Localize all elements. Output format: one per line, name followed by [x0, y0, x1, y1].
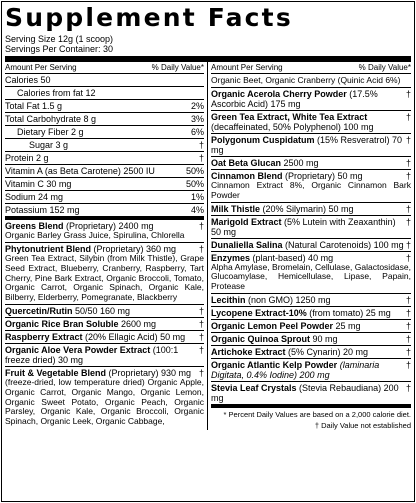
ingredient-amount: (Natural Carotenoids) 100 mg — [282, 239, 404, 250]
ingredient-amount: 25 mg — [333, 320, 361, 331]
row-dv: † — [198, 331, 204, 342]
right-column-header — [211, 62, 411, 74]
nutrient-row: Sugar 3 g — [29, 140, 69, 151]
supplement-facts-panel — [1, 1, 415, 502]
ingredient-row — [211, 333, 411, 346]
ingredient-name: Marigold Extract — [211, 216, 282, 227]
row-dv: † — [405, 170, 411, 181]
row-dv: † — [405, 382, 411, 393]
ingredient-name: Stevia Leaf Crystals — [211, 382, 297, 393]
row-dv: † — [405, 359, 411, 370]
servings-per-container: Servings Per Container: 30 — [5, 44, 114, 54]
ingredient-row — [211, 239, 411, 252]
row-dv: † — [198, 221, 204, 232]
row-dv: † — [198, 243, 204, 254]
ingredient-amount: (plant-based) 40 mg — [250, 252, 334, 263]
ingredient-name: Artichoke Extract — [211, 346, 286, 357]
ingredient-amount: 90 mg — [310, 333, 338, 344]
nutrient-row: Vitamin C 30 mg — [5, 179, 72, 190]
ingredient-amount: 2500 mg — [281, 157, 319, 168]
ingredient-amount: (5% Cynarin) 20 mg — [285, 346, 369, 357]
nutrient-row: Calories from fat 12 — [17, 88, 96, 99]
ingredient-description: Organic Beet, Organic Cranberry (Quinic Acid 6%) — [211, 75, 401, 86]
dv-header: % Daily Value* — [151, 63, 204, 72]
ingredient-row — [211, 111, 411, 134]
serving-size: Serving Size 12g (1 scoop) — [5, 34, 114, 44]
row-dv: 4% — [190, 205, 204, 216]
row-dv: 50% — [185, 179, 204, 190]
facts-columns — [5, 62, 411, 430]
ingredient-name: Cinnamon Blend — [211, 170, 283, 181]
ingredient-description: Cinnamon Extract 8%, Organic Cinnamon Bark Powder — [211, 179, 411, 200]
ingredient-amount: (laminaria Digitata, 0.4% Iodine) 200 mg — [211, 359, 380, 380]
nutrient-row: Potassium 152 mg — [5, 205, 80, 216]
enzymes — [211, 252, 411, 294]
cinnamon-blend — [211, 170, 411, 203]
ingredient-amount: (20% Silymarin) 50 mg — [260, 203, 354, 214]
panel-title: Supplement Facts — [5, 3, 293, 32]
ingredient-name: Organic Aloe Vera Powder Extract — [5, 344, 151, 355]
nutrient-row: Vitamin A (as Beta Carotene) 2500 IU — [5, 166, 155, 177]
row-dv: † — [198, 140, 204, 151]
row-dv: † — [405, 88, 411, 99]
ingredient-name: Milk Thistle — [211, 203, 261, 214]
row-dv: † — [405, 239, 411, 250]
row-dv: † — [405, 157, 411, 168]
ingredient-name: Dunaliella Salina — [211, 239, 283, 250]
ingredient-row — [211, 134, 411, 157]
row-dv: † — [405, 346, 411, 357]
row-dv: † — [405, 203, 411, 214]
nutrient-row: Sodium 24 mg — [5, 192, 64, 203]
ingredient-row — [211, 346, 411, 359]
ingredient-name: Fruit & Vegetable Blend — [5, 367, 107, 378]
ingredient-amount: (Stevia Rebaudiana) 200 mg — [211, 382, 399, 403]
ingredient-row — [211, 307, 411, 320]
ingredient-name: Organic Rice Bran Soluble — [5, 318, 119, 329]
dv-header: % Daily Value* — [358, 63, 411, 72]
ingredient-row — [211, 359, 411, 382]
left-column — [5, 62, 208, 430]
fruit-vegetable-blend — [5, 367, 204, 428]
ingredient-row — [5, 305, 204, 318]
ingredient-name: Lecithin — [211, 294, 246, 305]
ingredient-name: Lycopene Extract-10% — [211, 307, 307, 318]
ingredient-name: Greens Blend — [5, 221, 64, 232]
nutrient-row: Total Carbohydrate 8 g — [5, 114, 97, 125]
ingredient-row — [211, 157, 411, 170]
ingredient-row — [5, 331, 204, 344]
phytonutrient-blend — [5, 243, 204, 305]
row-dv: 6% — [190, 127, 204, 138]
row-dv: † — [198, 318, 204, 329]
row-dv: 1% — [190, 192, 204, 203]
ingredient-amount: (15% Resveratrol) 70 mg — [211, 134, 403, 155]
nutrient-row: Protein 2 g — [5, 153, 49, 164]
ingredient-name: Enzymes — [211, 252, 251, 263]
ingredient-row — [211, 203, 411, 216]
ingredient-name: Organic Atlantic Kelp Powder — [211, 359, 338, 370]
ingredient-name: Phytonutrient Blend — [5, 243, 91, 254]
ingredient-name: Polygonum Cuspidatum — [211, 134, 315, 145]
ingredient-amount: (100:1 freeze dried) 30 mg — [5, 344, 179, 365]
ingredient-description: Alpha Amylase, Bromelain, Cellulase, Galactosidase, Glucoamylase, Hemicellulase, Lipase, Papain, Protease — [211, 261, 411, 292]
row-dv: 2% — [190, 101, 204, 112]
ingredient-amount: (non GMO) 1250 mg — [245, 294, 331, 305]
amount-header: Amount Per Serving — [5, 63, 77, 72]
ingredient-amount: (Proprietary) 930 mg — [106, 367, 192, 378]
amount-header: Amount Per Serving — [211, 63, 283, 72]
ingredient-description: Organic Barley Grass Juice, Spirulina, Chlorella — [5, 230, 185, 241]
fruit-blend-continued — [211, 74, 411, 88]
row-dv: † — [405, 111, 411, 122]
row-dv: † — [405, 216, 411, 227]
ingredient-description: (freeze-dried, low temperature dried) Organic Apple, Organic Carrot, Organic Mango, Organic Lemon, Organic Sweet Potato, Organic Peach, Organic Parsley, Organic Kale, Organic Broccoli, Organic Spinach, Organic Leek, Organic Cabbage, — [5, 376, 204, 427]
ingredient-name: Raspberry Extract — [5, 331, 83, 342]
row-dv: † — [405, 333, 411, 344]
ingredient-row — [211, 216, 411, 239]
ingredient-name: Organic Lemon Peel Powder — [211, 320, 334, 331]
ingredient-row — [211, 88, 411, 111]
ingredient-amount: (Proprietary) 50 mg — [282, 170, 363, 181]
row-dv: † — [405, 134, 411, 145]
row-dv: † — [405, 320, 411, 331]
row-dv: † — [198, 305, 204, 316]
ingredient-amount: (from tomato) 25 mg — [306, 307, 391, 318]
left-column-header — [5, 62, 204, 74]
ingredient-row — [211, 382, 411, 408]
ingredient-amount: (Proprietary) 2400 mg — [63, 221, 154, 232]
row-dv: 50% — [185, 166, 204, 177]
nutrient-row: Total Fat 1.5 g — [5, 101, 63, 112]
ingredient-amount: (17.5% Ascorbic Acid) 175 mg — [211, 88, 378, 109]
ingredient-row — [211, 294, 411, 307]
row-dv: † — [405, 307, 411, 318]
nutrient-row: Dietary Fiber 2 g — [17, 127, 84, 138]
row-dv: † — [405, 252, 411, 263]
row-dv: † — [198, 344, 204, 355]
row-dv: † — [198, 367, 204, 378]
ingredient-description: Green Tea Extract, Silybin (from Milk Thistle), Grape Seed Extract, Blueberry, Cranberry, Raspberry, Tart Cherry, Pine Bark Extract, Organic Broccoli, Tomato, Organic Carrot, Organic Spinach, Organic Kale, Bilberry, Elderberry, Pomegranate, Blackberry — [5, 252, 204, 303]
row-dv: † — [405, 294, 411, 305]
ingredient-amount: (5% Lutein with Zeaxanthin) 50 mg — [211, 216, 396, 237]
ingredient-row — [5, 344, 204, 367]
ingredient-amount: (decaffeinated, 50% Polyphenol) 100 mg — [211, 121, 374, 132]
ingredient-name: Organic Acerola Cherry Powder — [211, 88, 347, 99]
right-column — [208, 62, 411, 430]
ingredient-row — [211, 320, 411, 333]
row-dv: 3% — [190, 114, 204, 125]
footnote-not-established: † Daily Value not established — [314, 420, 411, 430]
ingredient-amount: (Proprietary) 360 mg — [91, 243, 177, 254]
ingredient-name: Oat Beta Glucan — [211, 157, 282, 168]
nutrient-row: Calories 50 — [5, 75, 51, 86]
footnote-daily-value: * Percent Daily Values are based on a 2,000 calorie diet. — [223, 409, 411, 419]
ingredient-name: Green Tea Extract, White Tea Extract — [211, 111, 368, 122]
ingredient-name: Quercetin/Rutin — [5, 305, 73, 316]
ingredient-row — [5, 318, 204, 331]
ingredient-name: Organic Quinoa Sprout — [211, 333, 311, 344]
ingredient-amount: 50/50 160 mg — [72, 305, 131, 316]
row-dv: † — [198, 153, 204, 164]
ingredient-amount: 2600 mg — [118, 318, 157, 329]
ingredient-amount: (20% Ellagic Acid) 50 mg — [82, 331, 186, 342]
greens-blend — [5, 220, 204, 243]
